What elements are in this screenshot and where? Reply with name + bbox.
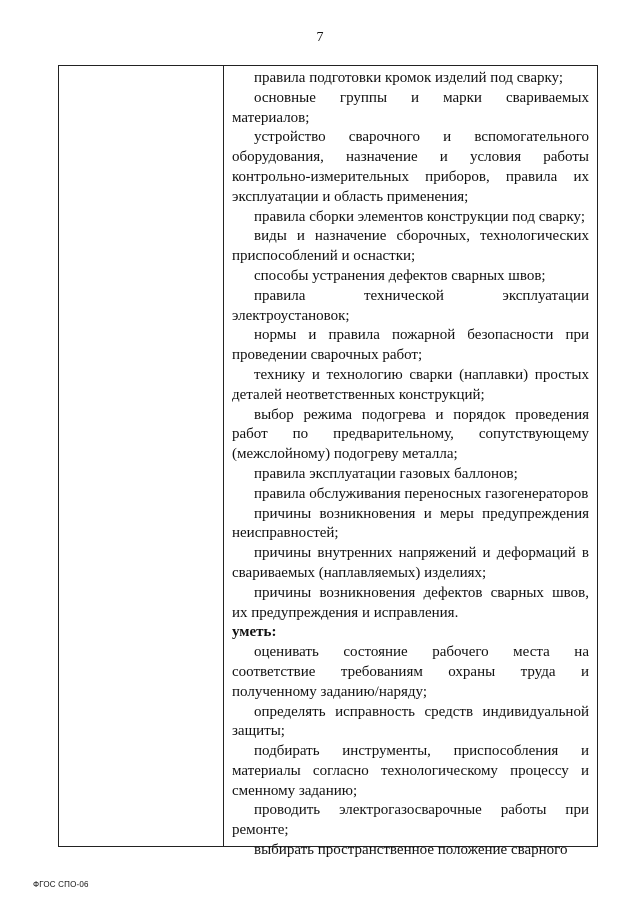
table-right-column [224,66,597,859]
content-table [58,65,598,859]
skills-heading: уметь: [232,624,277,641]
knowledge-item: правила подготовки кромок изделий под сварку; [254,70,564,86]
footer-label: ФГОС СПО-06 [33,880,89,889]
knowledge-item: причины внутренних напряжений и деформаций в свариваемых (наплавляемых) изделиях; [232,545,589,581]
knowledge-item: технику и технологию сварки (наплавки) простых деталей неответственных конструкций; [232,366,589,403]
knowledge-item: выбор режима подогрева и порядок проведения работ по предварительному, сопутствующему (межслойному) подогреву металла; [232,406,589,463]
skill-item: подбирать инструменты, приспособления и материалы согласно технологическому процессу и сменному заданию; [232,743,589,799]
knowledge-item: устройство сварочного и вспомогательного оборудования, назначение и условия работы контрольно-измерительных приборов, правила их эксплуатации и область применения; [232,129,589,205]
knowledge-item: основные группы и марки свариваемых материалов; [232,89,589,126]
knowledge-item: причины возникновения дефектов сварных швов, их предупреждения и исправления. [232,584,589,621]
knowledge-item: способы устранения дефектов сварных швов; [254,267,546,284]
knowledge-item: правила технической эксплуатации электроустановок; [232,287,589,324]
knowledge-item: нормы и правила пожарной безопасности при проведении сварочных работ; [232,327,589,364]
knowledge-item: виды и назначение сборочных, технологических приспособлений и оснастки; [232,228,589,265]
table-left-column [59,66,224,846]
skill-item: проводить электрогазосварочные работы при ремонте; [232,802,589,839]
skill-item: выбирать пространственное положение сварного [254,842,568,859]
skill-item: определять исправность средств индивидуальной защиты; [232,703,589,740]
knowledge-item: правила сборки элементов конструкции под сварку; [254,208,585,225]
knowledge-item: причины возникновения и меры предупреждения неисправностей; [232,505,589,542]
knowledge-item: правила эксплуатации газовых баллонов; [254,465,518,482]
page-number: 7 [316,30,324,45]
skill-item: оценивать состояние рабочего места на соответствие требованиям охраны труда и полученному заданию/наряду; [232,644,589,700]
knowledge-item: правила обслуживания переносных газогенераторов [254,485,589,502]
